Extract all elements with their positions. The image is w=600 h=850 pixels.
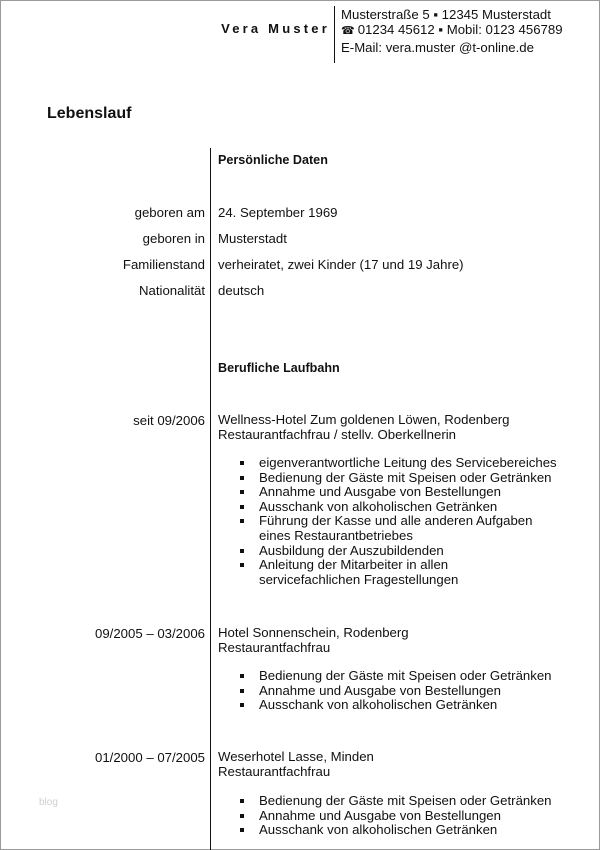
phone-text: 01234 45612 ▪ Mobil: 0123 456789 xyxy=(357,22,563,38)
task-item: Bedienung der Gäste mit Speisen oder Getränken xyxy=(218,669,578,684)
job-period: 09/2005 – 03/2006 xyxy=(94,626,205,641)
personal-label: Familienstand xyxy=(122,257,205,272)
phone-line xyxy=(341,22,563,39)
task-item: Führung der Kasse und alle anderen Aufgaben eines Restaurantbetriebes xyxy=(218,514,534,543)
job-position: Restaurantfachfrau xyxy=(218,639,331,655)
task-item: Ausbildung der Auszubildenden xyxy=(218,544,578,559)
section-heading-personal: Persönliche Daten xyxy=(218,153,328,167)
personal-label: geboren in xyxy=(142,231,205,246)
telephone-icon: ☎ xyxy=(341,25,355,38)
personal-label: geboren am xyxy=(134,205,205,220)
vertical-divider xyxy=(210,148,211,850)
contact-block xyxy=(341,7,563,55)
job-employer: Hotel Sonnenschein, Rodenberg xyxy=(218,625,409,640)
job-employer: Weserhotel Lasse, Minden xyxy=(218,749,374,764)
job-task-list xyxy=(218,456,578,587)
address-line: Musterstraße 5 ▪ 12345 Musterstadt xyxy=(341,7,551,22)
job-details xyxy=(218,750,374,779)
page-title: Lebenslauf xyxy=(47,105,132,122)
personal-label: Nationalität xyxy=(139,283,205,298)
personal-value: 24. September 1969 xyxy=(218,205,338,220)
email-line[interactable]: E-Mail: vera.muster @t-online.de xyxy=(341,39,534,55)
task-item: Ausschank von alkoholischen Getränken xyxy=(218,698,578,713)
task-item: Ausschank von alkoholischen Getränken xyxy=(218,500,578,515)
header-name: Vera Muster xyxy=(221,21,330,36)
job-period: seit 09/2006 xyxy=(133,413,205,428)
job-position: Restaurantfachfrau xyxy=(218,763,331,779)
task-item: Bedienung der Gäste mit Speisen oder Getränken xyxy=(218,794,578,809)
job-position: Restaurantfachfrau / stellv. Oberkellnerin xyxy=(218,426,456,442)
section-heading-career: Berufliche Laufbahn xyxy=(218,361,340,375)
job-details xyxy=(218,626,409,655)
task-item: Annahme und Ausgabe von Bestellungen xyxy=(218,684,578,699)
job-details xyxy=(218,413,510,442)
task-item: Bedienung der Gäste mit Speisen oder Getränken xyxy=(218,471,578,486)
task-item: Ausschank von alkoholischen Getränken xyxy=(218,823,578,838)
task-item: Annahme und Ausgabe von Bestellungen xyxy=(218,485,578,500)
personal-value: verheiratet, zwei Kinder (17 und 19 Jahre) xyxy=(218,257,464,272)
job-task-list xyxy=(218,794,578,838)
job-period: 01/2000 – 07/2005 xyxy=(94,750,205,765)
task-item: Anleitung der Mitarbeiter in allen servicefachlichen Fragestellungen xyxy=(218,558,534,587)
job-task-list xyxy=(218,669,578,713)
watermark: blog xyxy=(39,797,58,808)
header-divider xyxy=(334,6,335,63)
task-item: Annahme und Ausgabe von Bestellungen xyxy=(218,809,578,824)
job-employer: Wellness-Hotel Zum goldenen Löwen, Rodenberg xyxy=(218,412,510,427)
personal-value: Musterstadt xyxy=(218,231,287,246)
personal-value: deutsch xyxy=(218,283,265,298)
task-item: eigenverantwortliche Leitung des Servicebereiches xyxy=(218,456,578,471)
